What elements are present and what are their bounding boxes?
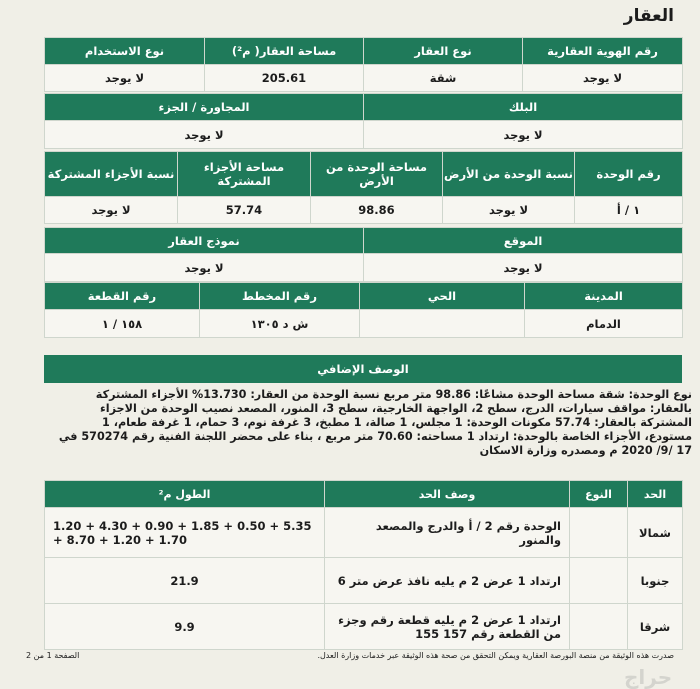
value-unit-land-ratio: لا يوجد xyxy=(443,197,575,224)
boundary-side: شمالا xyxy=(628,508,683,558)
boundary-length: 21.9 xyxy=(45,558,325,604)
header-boundary-desc: وصف الحد xyxy=(325,481,570,508)
header-property-id: رقم الهوية العقارية xyxy=(523,38,683,65)
boundary-desc: ارتداد 1 عرض 2 م يليه نافذ عرض متر 6 xyxy=(325,558,570,604)
header-common-area: مساحة الأجزاء المشتركة xyxy=(178,152,311,197)
boundary-length: 9.9 xyxy=(45,604,325,650)
boundary-length: 1.20 + 4.30 + 0.90 + 1.85 + 0.50 + 5.35 + 8.70 + 1.20 + 1.70 xyxy=(45,508,325,558)
header-property-area: مساحة العقار( م²) xyxy=(205,38,364,65)
model-table xyxy=(44,227,683,282)
page-number: الصفحة 1 من 2 xyxy=(26,651,80,660)
value-location: لا يوجد xyxy=(364,254,683,282)
value-plan-number: ش د ١٣٠٥ xyxy=(200,310,360,338)
boundary-side: جنوبا xyxy=(628,558,683,604)
table-row xyxy=(45,508,683,558)
header-location: الموقع xyxy=(364,228,683,254)
footer-note: صدرت هذه الوثيقة من منصة البورصة العقارية ويمكن التحقق من صحة هذه الوثيقة عبر خدمات وزارة العدل. xyxy=(317,651,674,660)
header-district: الحي xyxy=(360,283,525,310)
header-neighborhood-part: المجاورة / الجزء xyxy=(45,94,364,121)
value-common-area: 57.74 xyxy=(178,197,311,224)
value-property-id: لا يوجد xyxy=(523,65,683,92)
header-unit-number: رقم الوحدة xyxy=(575,152,683,197)
property-table xyxy=(44,37,683,92)
value-property-type: شقة xyxy=(364,65,523,92)
header-parcel-number: رقم القطعة xyxy=(45,283,200,310)
boundary-side: شرقا xyxy=(628,604,683,650)
block-table xyxy=(44,93,683,149)
table-row xyxy=(45,604,683,650)
value-neighborhood-part: لا يوجد xyxy=(45,121,364,149)
header-plan-number: رقم المخطط xyxy=(200,283,360,310)
header-usage-type: نوع الاستخدام xyxy=(45,38,205,65)
value-unit-number: ١ / أ xyxy=(575,197,683,224)
header-property-model: نموذج العقار xyxy=(45,228,364,254)
value-district xyxy=(360,310,525,338)
value-property-area: 205.61 xyxy=(205,65,364,92)
header-property-type: نوع العقار xyxy=(364,38,523,65)
header-block: البلك xyxy=(364,94,683,121)
value-city: الدمام xyxy=(525,310,683,338)
value-unit-land-area: 98.86 xyxy=(311,197,443,224)
header-unit-land-area: مساحة الوحدة من الأرض xyxy=(311,152,443,197)
boundary-desc: ارتداد 1 عرض 2 م يليه قطعة رقم وجزء من القطعة رقم 157 155 xyxy=(325,604,570,650)
value-common-ratio: لا يوجد xyxy=(45,197,178,224)
boundary-type xyxy=(570,508,628,558)
boundary-type xyxy=(570,604,628,650)
header-common-ratio: نسبة الأجزاء المشتركة xyxy=(45,152,178,197)
additional-header xyxy=(44,355,682,383)
boundaries-table xyxy=(44,480,683,650)
additional-title: الوصف الإضافي xyxy=(45,356,682,383)
value-property-model: لا يوجد xyxy=(45,254,364,282)
header-boundary-length: الطول م² xyxy=(45,481,325,508)
value-usage-type: لا يوجد xyxy=(45,65,205,92)
boundary-desc: الوحدة رقم 2 / أ والدرج والمصعد والمنور xyxy=(325,508,570,558)
page-title: العقار xyxy=(623,6,674,26)
value-block: لا يوجد xyxy=(364,121,683,149)
unit-table xyxy=(44,151,683,224)
watermark: حراج xyxy=(624,665,673,689)
header-unit-land-ratio: نسبة الوحدة من الأرض xyxy=(443,152,575,197)
table-row xyxy=(45,558,683,604)
parcel-table xyxy=(44,282,683,338)
header-city: المدينة xyxy=(525,283,683,310)
header-boundary-side: الحد xyxy=(628,481,683,508)
boundary-type xyxy=(570,558,628,604)
value-parcel-number: ١٥٨ / ١ xyxy=(45,310,200,338)
additional-description: نوع الوحدة: شقة مساحة الوحدة مشاعًا: 98.86 متر مربع نسبة الوحدة من العقار: 13.730% الأجزاء المشتركة بالعقار: مواقف سيارات، الدرج، سطح 2، الواجهة الخارجية، سطح 3، المنور، المصعد نصيب الوحدة من الاجزاء المشتركة بالعقار: 57.74 مكونات الوحدة: 1 مجلس، 1 صالة، 1 مطبخ، 3 غرفة نوم، 3 حمام، 1 غرفة طعام، 1 مستودع، الأجزاء الخاصة بالوحدة: ارتداد 1 مساحته: 70.60 متر مربع ، بناء على محضر اللجنة الفنية رقم 570274 في 17 /9/ 2020 م ومصدره وزارة الاسكان xyxy=(58,388,692,457)
header-boundary-type: النوع xyxy=(570,481,628,508)
